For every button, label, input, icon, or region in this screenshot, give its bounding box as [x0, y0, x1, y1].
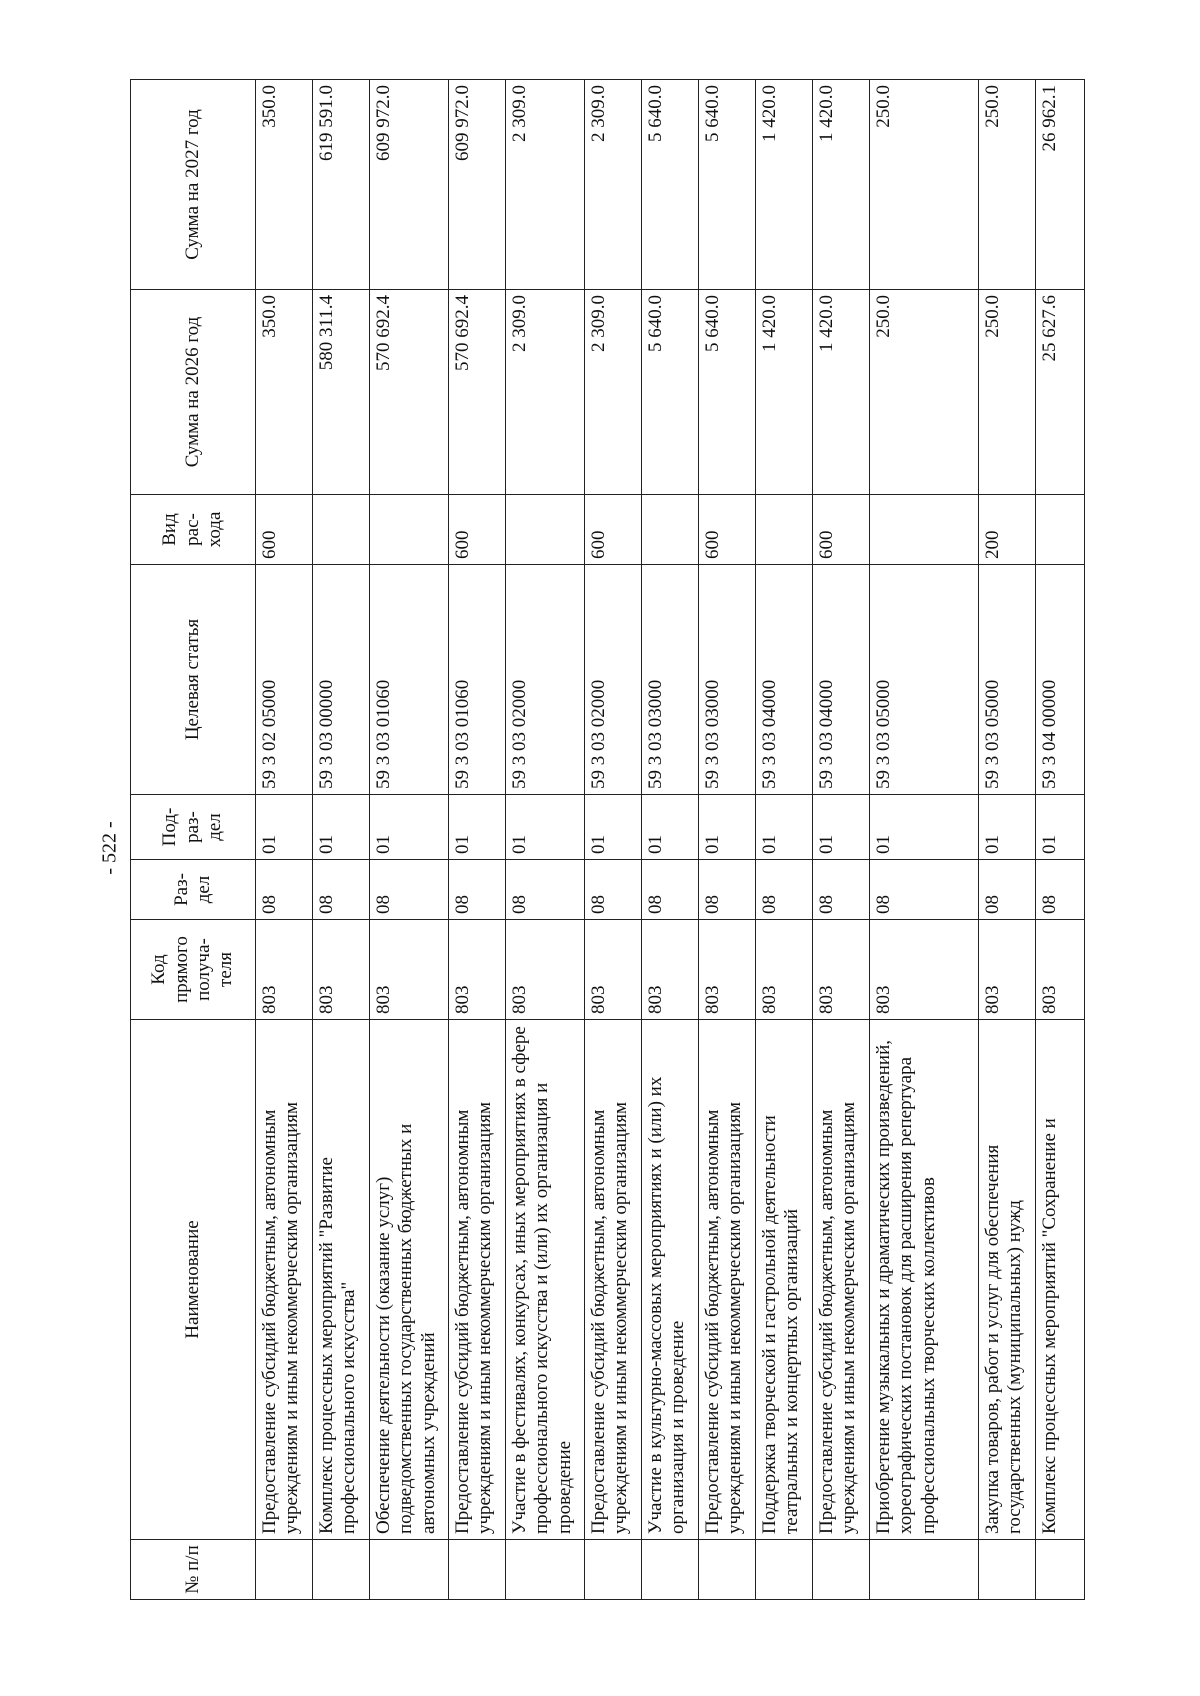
cell-name: Предоставление субсидий бюджетным, автономным учреждениям и иным некоммерческим организациям: [585, 1020, 642, 1540]
header-expense-type: Вид рас-хода: [131, 495, 256, 565]
cell-subsection: 01: [870, 795, 979, 860]
cell-expense-type: 200: [979, 495, 1036, 565]
cell-target-article: 59 3 03 01060: [449, 565, 506, 795]
header-no: № п/п: [131, 1540, 256, 1600]
cell-sum-2027: 2 309.0: [506, 80, 585, 290]
cell-name: Поддержка творческой и гастрольной деятельности театральных и концертных организаций: [756, 1020, 813, 1540]
cell-target-article: 59 3 03 05000: [979, 565, 1036, 795]
cell-recipient-code: 803: [699, 920, 756, 1020]
cell-no: [699, 1540, 756, 1600]
cell-expense-type: 600: [585, 495, 642, 565]
cell-section: 08: [642, 860, 699, 920]
cell-subsection: 01: [506, 795, 585, 860]
cell-expense-type: [370, 495, 449, 565]
cell-sum-2027: 1 420.0: [813, 80, 870, 290]
cell-recipient-code: 803: [506, 920, 585, 1020]
cell-sum-2026: 570 692.4: [449, 290, 506, 495]
table-row: [870, 80, 979, 1600]
cell-sum-2026: 1 420.0: [756, 290, 813, 495]
cell-recipient-code: 803: [370, 920, 449, 1020]
cell-section: 08: [449, 860, 506, 920]
cell-subsection: 01: [979, 795, 1036, 860]
cell-expense-type: [313, 495, 370, 565]
table-row: [256, 80, 313, 1600]
cell-no: [585, 1540, 642, 1600]
header-sum-2027: Сумма на 2027 год: [131, 80, 256, 290]
cell-subsection: 01: [449, 795, 506, 860]
cell-target-article: 59 3 03 02000: [506, 565, 585, 795]
cell-section: 08: [813, 860, 870, 920]
table-row: [699, 80, 756, 1600]
cell-section: 08: [870, 860, 979, 920]
cell-section: 08: [979, 860, 1036, 920]
table-row: [642, 80, 699, 1600]
cell-sum-2027: 1 420.0: [756, 80, 813, 290]
cell-name: Предоставление субсидий бюджетным, автономным учреждениям и иным некоммерческим организациям: [449, 1020, 506, 1540]
header-target-article: Целевая статья: [131, 565, 256, 795]
cell-sum-2026: 570 692.4: [370, 290, 449, 495]
cell-sum-2026: 350.0: [256, 290, 313, 495]
table-row: [756, 80, 813, 1600]
cell-section: 08: [506, 860, 585, 920]
cell-expense-type: [506, 495, 585, 565]
cell-subsection: 01: [756, 795, 813, 860]
cell-name: Обеспечение деятельности (оказание услуг) подведомственных государственных бюджетных и автономных учреждений: [370, 1020, 449, 1540]
header-sum-2026: Сумма на 2026 год: [131, 290, 256, 495]
cell-subsection: 01: [813, 795, 870, 860]
table-row: [1036, 80, 1085, 1600]
cell-sum-2026: 2 309.0: [506, 290, 585, 495]
cell-target-article: 59 3 03 03000: [699, 565, 756, 795]
cell-section: 08: [585, 860, 642, 920]
cell-target-article: 59 3 03 04000: [756, 565, 813, 795]
table-row: [313, 80, 370, 1600]
cell-sum-2027: 619 591.0: [313, 80, 370, 290]
budget-table: [130, 79, 1085, 1600]
header-section: Раз-дел: [131, 860, 256, 920]
header-recipient-code: Код прямого получа-теля: [131, 920, 256, 1020]
cell-expense-type: 600: [699, 495, 756, 565]
cell-no: [370, 1540, 449, 1600]
cell-section: 08: [256, 860, 313, 920]
cell-no: [756, 1540, 813, 1600]
cell-target-article: 59 3 04 00000: [1036, 565, 1085, 795]
cell-sum-2027: 609 972.0: [449, 80, 506, 290]
cell-name: Предоставление субсидий бюджетным, автономным учреждениям и иным некоммерческим организациям: [699, 1020, 756, 1540]
cell-no: [256, 1540, 313, 1600]
cell-section: 08: [1036, 860, 1085, 920]
cell-subsection: 01: [585, 795, 642, 860]
cell-sum-2027: 5 640.0: [699, 80, 756, 290]
cell-sum-2026: 250.0: [979, 290, 1036, 495]
cell-recipient-code: 803: [870, 920, 979, 1020]
table-header: [131, 80, 256, 1600]
cell-name: Комплекс процессных мероприятий "Развитие профессионального искусства": [313, 1020, 370, 1540]
cell-expense-type: 600: [813, 495, 870, 565]
cell-subsection: 01: [313, 795, 370, 860]
cell-no: [642, 1540, 699, 1600]
cell-recipient-code: 803: [642, 920, 699, 1020]
table-row: [370, 80, 449, 1600]
cell-sum-2027: 2 309.0: [585, 80, 642, 290]
cell-sum-2026: 5 640.0: [642, 290, 699, 495]
cell-recipient-code: 803: [979, 920, 1036, 1020]
cell-recipient-code: 803: [449, 920, 506, 1020]
cell-target-article: 59 3 03 01060: [370, 565, 449, 795]
cell-sum-2027: 5 640.0: [642, 80, 699, 290]
table-row: [449, 80, 506, 1600]
cell-subsection: 01: [642, 795, 699, 860]
cell-expense-type: 600: [449, 495, 506, 565]
cell-sum-2026: 580 311.4: [313, 290, 370, 495]
table-body: [256, 80, 1085, 1600]
cell-name: Предоставление субсидий бюджетным, автономным учреждениям и иным некоммерческим организациям: [256, 1020, 313, 1540]
cell-sum-2027: 26 962.1: [1036, 80, 1085, 290]
cell-expense-type: [642, 495, 699, 565]
header-subsection: Под-раз-дел: [131, 795, 256, 860]
cell-recipient-code: 803: [256, 920, 313, 1020]
cell-subsection: 01: [699, 795, 756, 860]
cell-expense-type: 600: [256, 495, 313, 565]
header-name: Наименование: [131, 1020, 256, 1540]
cell-sum-2026: 25 627.6: [1036, 290, 1085, 495]
table-row: [979, 80, 1036, 1600]
cell-no: [506, 1540, 585, 1600]
cell-sum-2026: 2 309.0: [585, 290, 642, 495]
cell-section: 08: [699, 860, 756, 920]
cell-recipient-code: 803: [585, 920, 642, 1020]
cell-target-article: 59 3 03 02000: [585, 565, 642, 795]
cell-no: [1036, 1540, 1085, 1600]
cell-expense-type: [1036, 495, 1085, 565]
cell-name: Закупка товаров, работ и услуг для обеспечения государственных (муниципальных) нужд: [979, 1020, 1036, 1540]
cell-section: 08: [313, 860, 370, 920]
cell-subsection: 01: [256, 795, 313, 860]
cell-sum-2027: 250.0: [979, 80, 1036, 290]
cell-subsection: 01: [370, 795, 449, 860]
cell-name: Приобретение музыкальных и драматических произведений, хореографических постановок для расширения репертуара профессиональных творческих коллективов: [870, 1020, 979, 1540]
cell-target-article: 59 3 02 05000: [256, 565, 313, 795]
table-row: [506, 80, 585, 1600]
cell-sum-2026: 5 640.0: [699, 290, 756, 495]
cell-sum-2026: 250.0: [870, 290, 979, 495]
cell-name: Участие в культурно-массовых мероприятиях и (или) их организация и проведение: [642, 1020, 699, 1540]
cell-name: Комплекс процессных мероприятий "Сохранение и: [1036, 1020, 1085, 1540]
cell-recipient-code: 803: [756, 920, 813, 1020]
cell-sum-2027: 350.0: [256, 80, 313, 290]
cell-expense-type: [870, 495, 979, 565]
cell-recipient-code: 803: [1036, 920, 1085, 1020]
rotated-page: [130, 80, 1060, 1600]
cell-recipient-code: 803: [313, 920, 370, 1020]
cell-no: [313, 1540, 370, 1600]
cell-name: Участие в фестивалях, конкурсах, иных мероприятиях в сфере профессионального искусства и (или) их организация и проведение: [506, 1020, 585, 1540]
cell-recipient-code: 803: [813, 920, 870, 1020]
cell-subsection: 01: [1036, 795, 1085, 860]
cell-section: 08: [370, 860, 449, 920]
cell-no: [870, 1540, 979, 1600]
cell-section: 08: [756, 860, 813, 920]
cell-name: Предоставление субсидий бюджетным, автономным учреждениям и иным некоммерческим организациям: [813, 1020, 870, 1540]
cell-no: [979, 1540, 1036, 1600]
cell-no: [449, 1540, 506, 1600]
cell-target-article: 59 3 03 03000: [642, 565, 699, 795]
table-row: [813, 80, 870, 1600]
cell-target-article: 59 3 03 00000: [313, 565, 370, 795]
cell-target-article: 59 3 03 05000: [870, 565, 979, 795]
cell-sum-2027: 609 972.0: [370, 80, 449, 290]
cell-sum-2027: 250.0: [870, 80, 979, 290]
table-row: [585, 80, 642, 1600]
cell-target-article: 59 3 03 04000: [813, 565, 870, 795]
cell-sum-2026: 1 420.0: [813, 290, 870, 495]
cell-no: [813, 1540, 870, 1600]
cell-expense-type: [756, 495, 813, 565]
page-number: - 522 -: [98, 821, 121, 875]
